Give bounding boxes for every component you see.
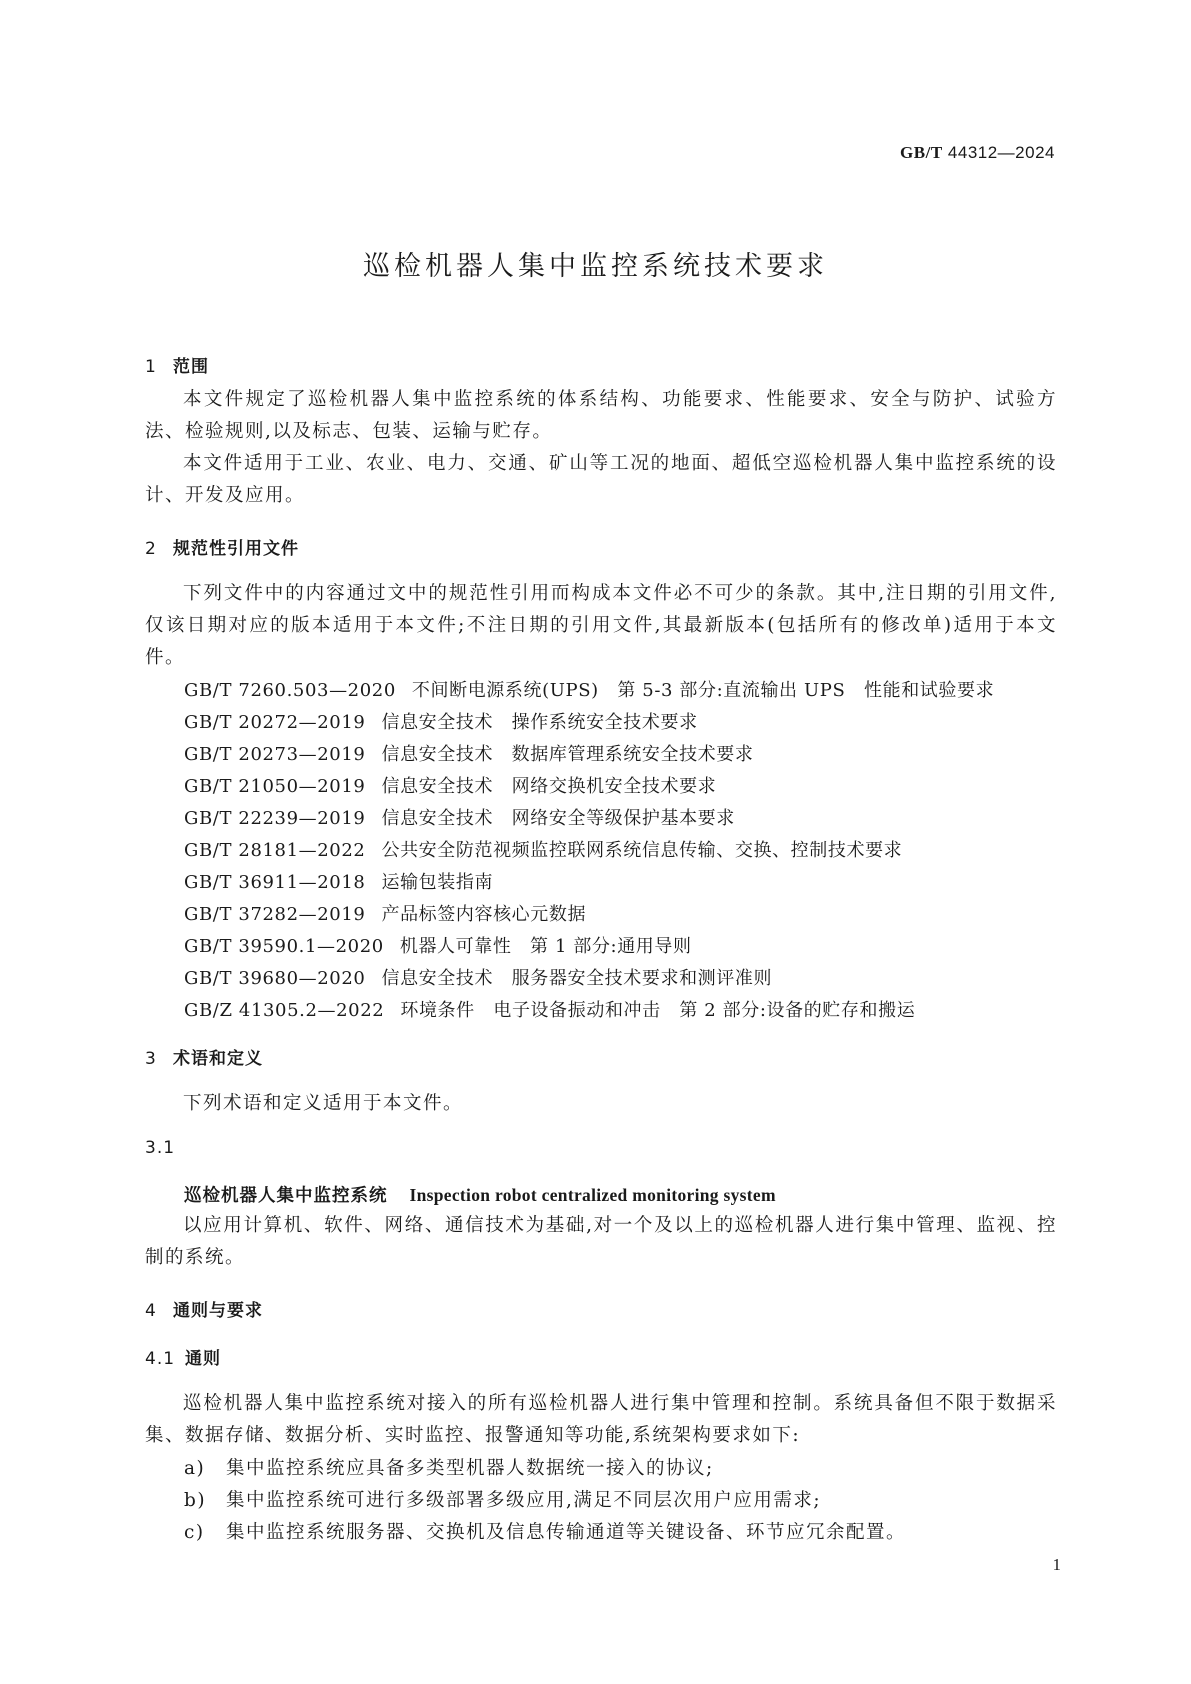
reference-name: 环境条件 电子设备振动和冲击 第 2 部分:设备的贮存和搬运 bbox=[400, 1000, 916, 1021]
section-2-number: 2 bbox=[145, 539, 157, 559]
section-3-heading bbox=[145, 1044, 263, 1069]
list-text: 集中监控系统应具备多类型机器人数据统一接入的协议; bbox=[226, 1458, 714, 1479]
term-number: 3.1 bbox=[145, 1138, 176, 1158]
reference-code: GB/T 20273—2019 bbox=[184, 744, 366, 765]
reference-code: GB/T 39680—2020 bbox=[184, 968, 366, 989]
term-chinese: 巡检机器人集中监控系统 bbox=[184, 1186, 388, 1206]
section-1-title: 范围 bbox=[173, 357, 209, 377]
standard-number bbox=[900, 143, 1055, 163]
reference-name: 公共安全防范视频监控联网系统信息传输、交换、控制技术要求 bbox=[381, 840, 903, 861]
reference-item bbox=[184, 676, 994, 702]
section-1-heading bbox=[145, 352, 209, 377]
section-2-title: 规范性引用文件 bbox=[173, 539, 299, 559]
reference-code: GB/T 36911—2018 bbox=[184, 872, 366, 893]
section-1-number: 1 bbox=[145, 357, 157, 377]
section-4-heading bbox=[145, 1296, 263, 1321]
list-marker: a) bbox=[184, 1458, 206, 1479]
section-1-paragraph-1: 本文件规定了巡检机器人集中监控系统的体系结构、功能要求、性能要求、安全与防护、试验方法、检验规则,以及标志、包装、运输与贮存。 bbox=[145, 389, 1057, 442]
list-item bbox=[184, 1454, 714, 1480]
list-marker: c) bbox=[184, 1522, 205, 1543]
section-2-heading bbox=[145, 534, 299, 559]
section-3-number: 3 bbox=[145, 1049, 157, 1069]
reference-code: GB/T 37282—2019 bbox=[184, 904, 366, 925]
section-4-number: 4 bbox=[145, 1301, 157, 1321]
document-title: 巡检机器人集中监控系统技术要求 bbox=[363, 251, 828, 282]
reference-item bbox=[184, 708, 698, 734]
section-3-title: 术语和定义 bbox=[173, 1049, 263, 1069]
reference-code: GB/Z 41305.2—2022 bbox=[184, 1000, 385, 1021]
reference-code: GB/T 20272—2019 bbox=[184, 712, 366, 733]
reference-name: 机器人可靠性 第 1 部分:通用导则 bbox=[399, 936, 692, 957]
reference-item bbox=[184, 772, 716, 798]
reference-name: 信息安全技术 网络安全等级保护基本要求 bbox=[381, 808, 735, 829]
list-text: 集中监控系统服务器、交换机及信息传输通道等关键设备、环节应冗余配置。 bbox=[226, 1522, 907, 1543]
reference-item bbox=[184, 964, 772, 990]
reference-name: 信息安全技术 服务器安全技术要求和测评准则 bbox=[381, 968, 773, 989]
list-item bbox=[184, 1486, 821, 1512]
reference-name: 运输包装指南 bbox=[381, 872, 494, 893]
list-item bbox=[184, 1518, 906, 1544]
page-number: 1 bbox=[1052, 1555, 1061, 1574]
term-english: Inspection robot centralized monitoring system bbox=[409, 1185, 776, 1205]
reference-name: 产品标签内容核心元数据 bbox=[381, 904, 587, 925]
list-marker: b) bbox=[184, 1490, 207, 1511]
standard-prefix: GB/T bbox=[900, 143, 943, 162]
reference-item bbox=[184, 836, 902, 862]
section-4-title: 通则与要求 bbox=[173, 1301, 263, 1321]
term-definition: 以应用计算机、软件、网络、通信技术为基础,对一个及以上的巡检机器人进行集中管理、监视、控制的系统。 bbox=[145, 1215, 1057, 1268]
reference-name: 信息安全技术 数据库管理系统安全技术要求 bbox=[381, 744, 754, 765]
reference-item bbox=[184, 900, 586, 926]
list-text: 集中监控系统可进行多级部署多级应用,满足不同层次用户应用需求; bbox=[226, 1490, 822, 1511]
section-3-paragraph-1: 下列术语和定义适用于本文件。 bbox=[183, 1093, 464, 1114]
reference-name: 信息安全技术 操作系统安全技术要求 bbox=[381, 712, 698, 733]
reference-item bbox=[184, 804, 735, 830]
reference-name: 信息安全技术 网络交换机安全技术要求 bbox=[381, 776, 717, 797]
section-1-paragraph-2: 本文件适用于工业、农业、电力、交通、矿山等工况的地面、超低空巡检机器人集中监控系统的设计、开发及应用。 bbox=[145, 453, 1057, 506]
subsection-4-1-heading bbox=[145, 1344, 221, 1369]
reference-code: GB/T 39590.1—2020 bbox=[184, 936, 384, 957]
reference-code: GB/T 28181—2022 bbox=[184, 840, 366, 861]
reference-item bbox=[184, 740, 753, 766]
reference-name: 不间断电源系统(UPS) 第 5-3 部分:直流输出 UPS 性能和试验要求 bbox=[411, 680, 995, 701]
reference-code: GB/T 7260.503—2020 bbox=[184, 680, 396, 701]
reference-item bbox=[184, 868, 493, 894]
section-2-paragraph-1: 下列文件中的内容通过文中的规范性引用而构成本文件必不可少的条款。其中,注日期的引用文件,仅该日期对应的版本适用于本文件;不注日期的引用文件,其最新版本(包括所有的修改单)适用于本文件。 bbox=[145, 583, 1057, 668]
subsection-4-1-number: 4.1 bbox=[145, 1349, 176, 1369]
reference-item bbox=[184, 996, 915, 1022]
reference-code: GB/T 22239—2019 bbox=[184, 808, 366, 829]
reference-code: GB/T 21050—2019 bbox=[184, 776, 366, 797]
term-heading bbox=[184, 1182, 776, 1207]
subsection-4-1-title: 通则 bbox=[185, 1349, 221, 1369]
section-4-paragraph-1: 巡检机器人集中监控系统对接入的所有巡检机器人进行集中管理和控制。系统具备但不限于数据采集、数据存储、数据分析、实时监控、报警通知等功能,系统架构要求如下: bbox=[145, 1393, 1057, 1446]
reference-item bbox=[184, 932, 692, 958]
standard-code: 44312—2024 bbox=[947, 143, 1055, 162]
